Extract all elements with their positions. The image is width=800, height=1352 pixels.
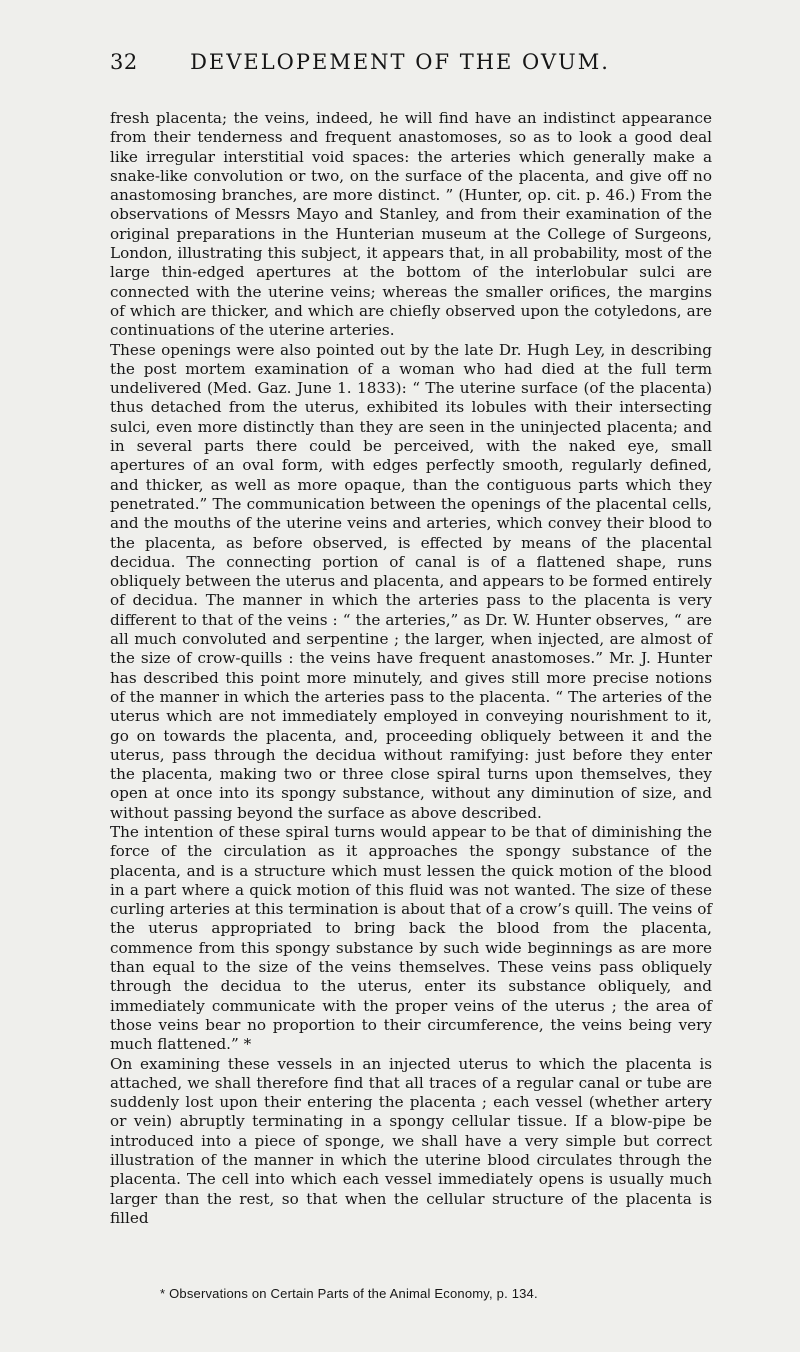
page-number: 32 <box>110 50 138 74</box>
page-title: DEVELOPEMENT OF THE OVUM. <box>190 50 610 74</box>
paragraph: The intention of these spiral turns would appear to be that of diminishing the force of the circulation as it approaches the spongy substance of the placenta, and is a structure which must lessen the quick motion of the blood in a part where a quick motion of this fluid was not wanted. The size of these curling arteries at this termination is about that of a crow’s quill. The veins of the uterus appropriated to bring back the blood from the placenta, commence from this spongy substance by such wide beginnings as are more than equal to the size of the veins themselves. These veins pass obliquely through the decidua to the uterus, enter its substance obliquely, and immediately communicate with the proper veins of the uterus ; the area of those veins bear no proportion to their circumference, the veins being very much flattened.” * <box>110 822 712 1054</box>
body-text <box>110 109 712 1228</box>
paragraph: fresh placenta; the veins, indeed, he will find have an indistinct appearance from their tenderness and frequent anastomoses, so as to look a good deal like irregular interstitial void spaces: the arteries which generally make a snake-like convolution or two, on the surface of the placenta, and give off no anastomosing branches, are more distinct. ” (Hunter, op. cit. p. 46.) From the observations of Messrs Mayo and Stanley, and from their examination of the original preparations in the Hunterian museum at the College of Surgeons, London, illustrating this subject, it appears that, in all probability, most of the large thin-edged apertures at the bottom of the interlobular sulci are connected with the uterine veins; whereas the smaller orifices, the margins of which are thicker, and which are chiefly observed upon the cotyledons, are continuations of the uterine arteries. <box>110 109 712 340</box>
footnote: * Observations on Certain Parts of the Animal Economy, p. 134. <box>160 1286 538 1301</box>
paragraph: These openings were also pointed out by the late Dr. Hugh Ley, in describing the post mortem examination of a woman who had died at the full term undelivered (Med. Gaz. June 1. 1833): “ The uterine surface (of the placenta) thus detached from the uterus, exhibited its lobules with their intersecting sulci, even more distinctly than they are seen in the uninjected placenta; and in several parts there could be perceived, with the naked eye, small apertures of an oval form, with edges perfectly smooth, regularly defined, and thicker, as well as more opaque, than the contiguous parts which they penetrated.” The communication between the openings of the placental cells, and the mouths of the uterine veins and arteries, which convey their blood to the placenta, as before observed, is effected by means of the placental decidua. The connecting portion of canal is of a flattened shape, runs obliquely between the uterus and placenta, and appears to be formed entirely of decidua. The manner in which the arteries pass to the placenta is very different to that of the veins : “ the arteries,” as Dr. W. Hunter observes, “ are all much convoluted and serpentine ; the larger, when injected, are almost of the size of crow-quills : the veins have frequent anastomoses.” Mr. J. Hunter has described this point more minutely, and gives still more precise notions of the manner in which the arteries pass to the placenta. “ The arteries of the uterus which are not immediately employed in conveying nourishment to it, go on towards the placenta, and, proceeding obliquely between it and the uterus, pass through the decidua without ramifying: just before they enter the placenta, making two or three close spiral turns upon themselves, they open at once into its spongy substance, without any diminution of size, and without passing beyond the surface as above described. <box>110 340 712 822</box>
running-head <box>110 50 690 82</box>
paragraph: On examining these vessels in an injected uterus to which the placenta is attached, we shall therefore find that all traces of a regular canal or tube are suddenly lost upon their entering the placenta ; each vessel (whether artery or vein) abruptly terminating in a spongy cellular tissue. If a blow-pipe be introduced into a piece of sponge, we shall have a very simple but correct illustration of the manner in which the uterine blood circulates through the placenta. The cell into which each vessel immediately opens is usually much larger than the rest, so that when the cellular structure of the placenta is filled <box>110 1054 712 1227</box>
